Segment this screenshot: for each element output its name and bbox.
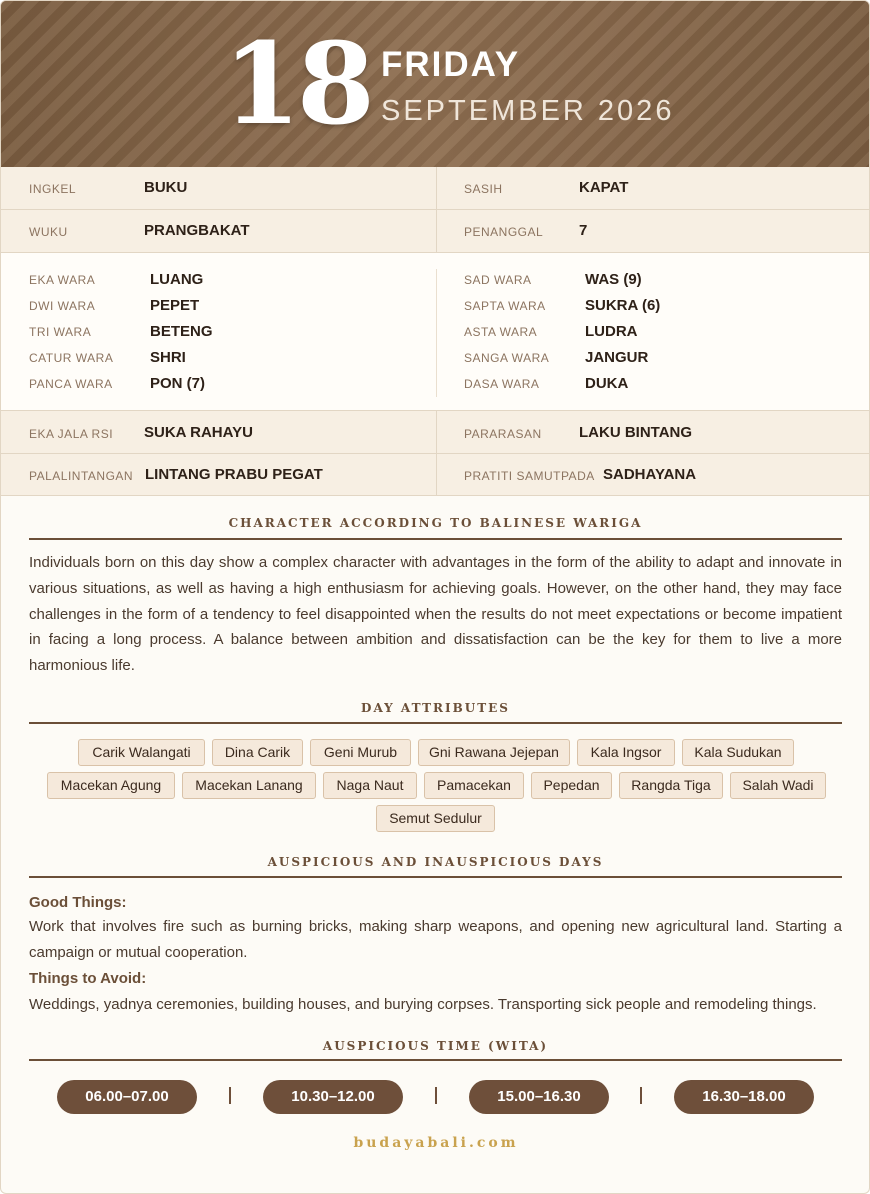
- row-palalintangan-pratiti: [1, 454, 870, 496]
- time-slot: 10.30–12.00: [263, 1080, 403, 1114]
- ingkel-label: INGKEL: [29, 182, 77, 196]
- wuku-label: WUKU: [29, 225, 68, 239]
- character-text: Individuals born on this day show a complex character with advantages in the form of the ability to adapt and innovate in various situations, as well as having a high enthusiasm for achieving goals. However, on the other hand, they may face challenges in the form of a tendency to feel disappointed when the results do not meet expectations or become impatient in facing a long process. A balance between ambition and dissatisfaction can be the key for them to live a more harmonious life.: [29, 554, 842, 675]
- attribute-tag: Macekan Lanang: [182, 772, 316, 799]
- date-header: [1, 1, 870, 167]
- wara-value: BETENG: [150, 323, 213, 340]
- wara-value: LUANG: [150, 271, 204, 288]
- eka-jala-rsi-value: SUKA RAHAYU: [144, 424, 253, 441]
- row-wuku-penanggal: [1, 210, 870, 253]
- sasih-value: KAPAT: [579, 179, 629, 196]
- attribute-tag: Pepedan: [531, 772, 612, 799]
- section-divider: [29, 722, 842, 724]
- attribute-tag: Salah Wadi: [730, 772, 826, 799]
- avoid-text: Weddings, yadnya ceremonies, building houses, and burying corpses. Transporting sick people and remodeling things.: [29, 996, 817, 1013]
- wara-label: EKA WARA: [29, 273, 96, 287]
- section-divider: [29, 876, 842, 878]
- attribute-tag: Semut Sedulur: [376, 805, 495, 832]
- wara-value: PEPET: [150, 297, 200, 314]
- wara-label: SAPTA WARA: [464, 299, 546, 313]
- wara-label: ASTA WARA: [464, 325, 538, 339]
- character-title: CHARACTER ACCORDING TO BALINESE WARIGA: [228, 516, 643, 530]
- attribute-tag: Kala Ingsor: [577, 739, 675, 766]
- pararasan-label: PARARASAN: [464, 427, 542, 441]
- penanggal-label: PENANGGAL: [464, 225, 544, 239]
- penanggal-value: 7: [579, 222, 588, 239]
- times-title: AUSPICIOUS TIME (WITA): [322, 1039, 549, 1053]
- time-separator: [229, 1087, 231, 1104]
- attribute-tag: Naga Naut: [323, 772, 417, 799]
- time-slot: 15.00–16.30: [469, 1080, 609, 1114]
- wara-value: DUKA: [585, 375, 629, 392]
- day-name: FRIDAY: [381, 45, 521, 84]
- row-ingkel-sasih: [1, 167, 870, 210]
- wara-label: DWI WARA: [29, 299, 96, 313]
- month-year: SEPTEMBER 2026: [381, 95, 675, 127]
- time-separator: [435, 1087, 437, 1104]
- wara-value: LUDRA: [585, 323, 638, 340]
- attribute-tag: Dina Carik: [212, 739, 303, 766]
- row-ekajalarsi-pararasan: [1, 411, 870, 454]
- attributes-title: DAY ATTRIBUTES: [361, 701, 510, 715]
- wara-label: TRI WARA: [29, 325, 92, 339]
- sasih-label: SASIH: [464, 182, 503, 196]
- wara-table: [1, 253, 870, 411]
- footer-site: budayabali.com: [353, 1135, 519, 1151]
- wara-value: WAS (9): [585, 271, 642, 288]
- time-slot: 06.00–07.00: [57, 1080, 197, 1114]
- wara-value: SUKRA (6): [585, 297, 661, 314]
- attribute-tag: Gni Rawana Jejepan: [418, 739, 570, 766]
- attribute-tag: Kala Sudukan: [682, 739, 794, 766]
- time-separator: [640, 1087, 642, 1104]
- days-title: AUSPICIOUS AND INAUSPICIOUS DAYS: [267, 855, 604, 869]
- attribute-tag: Rangda Tiga: [619, 772, 723, 799]
- palalintangan-value: LINTANG PRABU PEGAT: [145, 466, 323, 483]
- attribute-tag: Geni Murub: [310, 739, 411, 766]
- wara-label: CATUR WARA: [29, 351, 114, 365]
- attribute-tag: Carik Walangati: [78, 739, 205, 766]
- avoid-label: Things to Avoid:: [29, 970, 147, 987]
- pararasan-value: LAKU BINTANG: [579, 424, 693, 441]
- wara-divider: [436, 269, 437, 397]
- pratiti-value: SADHAYANA: [603, 466, 697, 483]
- wara-value: SHRI: [150, 349, 186, 366]
- section-divider: [29, 1059, 842, 1061]
- good-things-label: Good Things:: [29, 894, 127, 911]
- wara-value: JANGUR: [585, 349, 649, 366]
- pratiti-label: PRATITI SAMUTPADA: [464, 469, 595, 483]
- section-divider: [29, 538, 842, 540]
- palalintangan-label: PALALINTANGAN: [29, 469, 134, 483]
- wara-label: SANGA WARA: [464, 351, 550, 365]
- wara-label: SAD WARA: [464, 273, 532, 287]
- good-things-text: Work that involves fire such as burning bricks, making sharp weapons, and opening new agricultural land. Starting a campaign or mutual cooperation.: [29, 918, 842, 961]
- attribute-tag: Macekan Agung: [47, 772, 175, 799]
- attribute-tag: Pamacekan: [424, 772, 524, 799]
- wuku-value: PRANGBAKAT: [144, 222, 250, 239]
- ingkel-value: BUKU: [144, 179, 188, 196]
- wara-label: PANCA WARA: [29, 377, 113, 391]
- wara-value: PON (7): [150, 375, 206, 392]
- time-slot: 16.30–18.00: [674, 1080, 814, 1114]
- day-number: 18: [223, 19, 371, 150]
- wara-label: DASA WARA: [464, 377, 540, 391]
- eka-jala-rsi-label: EKA JALA RSI: [29, 427, 114, 441]
